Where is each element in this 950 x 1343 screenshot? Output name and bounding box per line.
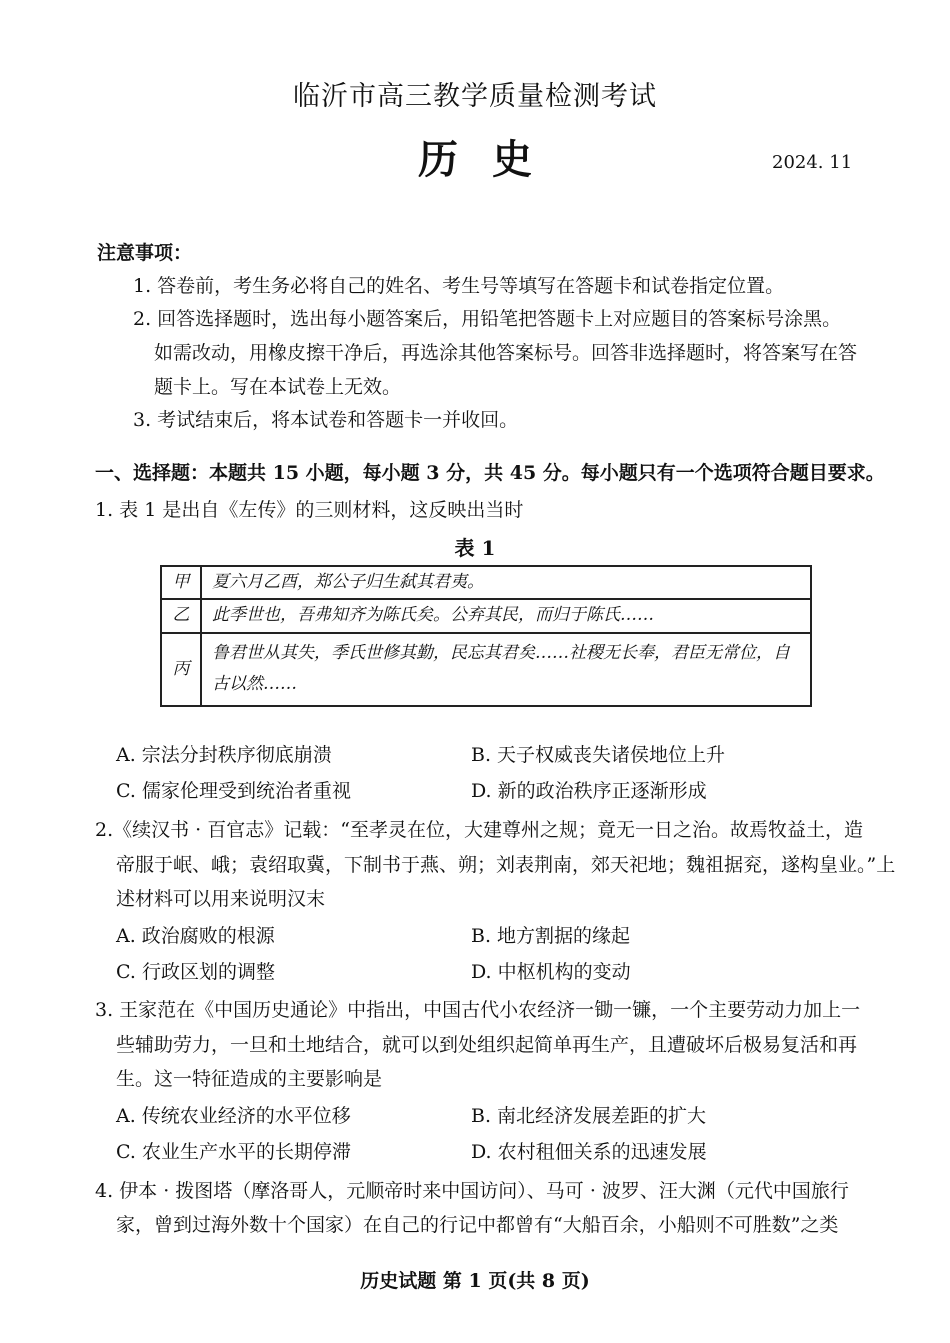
option-b[interactable]: B. 南北经济发展差距的扩大 bbox=[471, 1105, 707, 1127]
question-1-stem: 1. 表 1 是出自《左传》的三则材料，这反映出当时 bbox=[95, 499, 524, 521]
question-2-stem: 述材料可以用来说明汉末 bbox=[116, 888, 326, 910]
row-label: 乙 bbox=[161, 599, 201, 632]
row-text: 鲁君世从其失，季氏世修其勤，民忘其君矣……社稷无长奉，君臣无常位，自古以然…… bbox=[201, 633, 811, 706]
option-c[interactable]: C. 农业生产水平的长期停滞 bbox=[116, 1141, 351, 1163]
question-3-stem: 些辅助劳力，一旦和土地结合，就可以到处组织起简单再生产，且遭破坏后极易复活和再 bbox=[116, 1034, 858, 1056]
page-footer: 历史试题 第 1 页(共 8 页) bbox=[360, 1270, 590, 1292]
notice-line: 2. 回答选择题时，选出每小题答案后，用铅笔把答题卡上对应题目的答案标号涂黑。 bbox=[133, 308, 842, 330]
option-a[interactable]: A. 传统农业经济的水平位移 bbox=[116, 1105, 351, 1127]
exam-date: 2024. 11 bbox=[772, 152, 853, 173]
notice-line: 1. 答卷前，考生务必将自己的姓名、考生号等填写在答题卡和试卷指定位置。 bbox=[133, 275, 785, 297]
question-4-stem: 4. 伊本 · 拨图塔（摩洛哥人，元顺帝时来中国访问）、马可 · 波罗、汪大渊（元代中国旅行 bbox=[95, 1180, 849, 1202]
row-label: 甲 bbox=[161, 566, 201, 599]
option-a[interactable]: A. 宗法分封秩序彻底崩溃 bbox=[116, 744, 332, 766]
option-d[interactable]: D. 农村租佃关系的迅速发展 bbox=[471, 1141, 707, 1163]
notice-line: 3. 考试结束后，将本试卷和答题卡一并收回。 bbox=[133, 409, 519, 431]
option-c[interactable]: C. 行政区划的调整 bbox=[116, 961, 275, 983]
question-3-stem: 3. 王家范在《中国历史通论》中指出，中国古代小农经济一锄一镰，一个主要劳动力加上一 bbox=[95, 999, 861, 1021]
table-row bbox=[161, 633, 811, 706]
notice-line: 题卡上。写在本试卷上无效。 bbox=[154, 376, 402, 398]
question-2-stem: 2.《续汉书 · 百官志》记载：“至孝灵在位，大建尊州之规；竟无一日之治。故焉牧益土，造 bbox=[95, 819, 863, 841]
table-caption: 表 1 bbox=[454, 536, 496, 560]
exam-title: 临沂市高三教学质量检测考试 bbox=[293, 81, 657, 112]
table-row bbox=[161, 566, 811, 599]
option-b[interactable]: B. 天子权威丧失诸侯地位上升 bbox=[471, 744, 726, 766]
section-heading: 一、选择题：本题共 15 小题，每小题 3 分，共 45 分。每小题只有一个选项符合题目要求。 bbox=[95, 462, 885, 484]
table-row bbox=[161, 599, 811, 632]
option-a[interactable]: A. 政治腐败的根源 bbox=[116, 925, 275, 947]
option-d[interactable]: D. 中枢机构的变动 bbox=[471, 961, 631, 983]
notice-line: 如需改动，用橡皮擦干净后，再选涂其他答案标号。回答非选择题时，将答案写在答 bbox=[154, 342, 858, 364]
question-2-stem: 帝服于岷、峨；袁绍取冀，下制书于燕、朔；刘表荆南，郊天祀地；魏祖据兖，遂构皇业。”上 bbox=[116, 854, 896, 876]
row-label: 丙 bbox=[161, 633, 201, 706]
row-text: 夏六月乙酉，郑公子归生弑其君夷。 bbox=[201, 566, 811, 599]
subject-title: 历史 bbox=[418, 136, 566, 183]
notice-heading: 注意事项： bbox=[97, 242, 193, 264]
row-text: 此季世也，吾弗知齐为陈氏矣。公弃其民，而归于陈氏…… bbox=[201, 599, 811, 632]
option-c[interactable]: C. 儒家伦理受到统治者重视 bbox=[116, 780, 351, 802]
option-d[interactable]: D. 新的政治秩序正逐渐形成 bbox=[471, 780, 707, 802]
question-4-stem: 家，曾到过海外数十个国家）在自己的行记中都曾有“大船百余，小船则不可胜数”之类 bbox=[116, 1214, 839, 1236]
option-b[interactable]: B. 地方割据的缘起 bbox=[471, 925, 631, 947]
material-table bbox=[160, 565, 812, 707]
question-3-stem: 生。这一特征造成的主要影响是 bbox=[116, 1068, 383, 1090]
